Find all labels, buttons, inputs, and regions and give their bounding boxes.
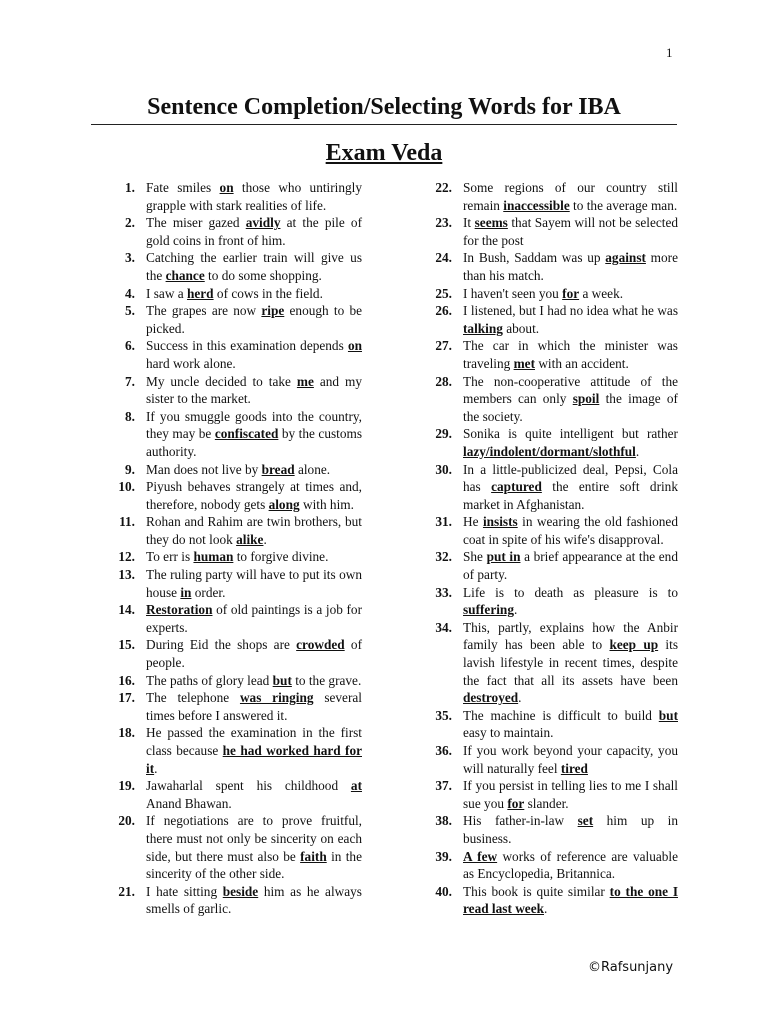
list-item xyxy=(412,214,678,249)
sentence-text: Some regions of our country still remain xyxy=(463,180,678,213)
sentence-text: The paths of glory lead xyxy=(146,672,273,688)
item-sentence xyxy=(463,777,678,812)
item-number: 10. xyxy=(118,479,135,495)
list-item xyxy=(412,179,678,214)
sentence-text: alone. xyxy=(294,461,331,477)
list-item xyxy=(95,689,362,724)
list-item xyxy=(412,883,678,918)
answer-word: for xyxy=(507,795,525,811)
sentence-text: In a little-publicized deal, Pepsi, Cola has xyxy=(463,461,678,495)
item-number: 29. xyxy=(435,426,452,442)
item-sentence xyxy=(463,812,678,847)
item-number: 33. xyxy=(435,584,452,600)
item-sentence xyxy=(463,214,678,249)
sentence-text: To err is xyxy=(146,549,194,565)
sentence-text: Life is to death as pleasure is to xyxy=(463,584,678,600)
item-number: 18. xyxy=(118,725,135,741)
item-number: 37. xyxy=(435,778,452,794)
answer-word: for xyxy=(562,285,580,301)
answer-word: talking xyxy=(463,320,503,336)
sentence-text: The telephone xyxy=(146,690,240,706)
list-item xyxy=(95,777,362,812)
sentence-text: . xyxy=(635,443,640,459)
item-number: 5. xyxy=(125,303,135,319)
sentence-text: If you persist in telling lies to me I shall sue you xyxy=(463,778,678,811)
sentence-text: It xyxy=(463,215,475,231)
sentence-text: The miser gazed xyxy=(146,215,246,231)
answer-word: faith xyxy=(300,848,327,864)
answer-word: was ringing xyxy=(239,690,314,706)
item-sentence xyxy=(463,373,678,426)
answer-word: against xyxy=(605,250,646,266)
sentence-text: Man does not live by xyxy=(146,461,262,477)
item-number: 17. xyxy=(118,690,135,706)
list-item xyxy=(95,373,362,408)
item-sentence xyxy=(146,636,362,671)
sentence-text: This book is quite similar xyxy=(463,883,610,899)
item-number: 8. xyxy=(125,408,135,424)
sentence-text: enough to be picked. xyxy=(146,303,362,336)
sentence-text: more than his match. xyxy=(463,250,678,283)
sentence-text: to the average man. xyxy=(569,197,678,213)
sentence-text: its lavish lifestyle in recent times, despite the fact that all its assets have been xyxy=(463,637,678,688)
answer-word: seems xyxy=(474,215,508,231)
sentence-text: to forgive divine. xyxy=(233,549,329,565)
item-sentence xyxy=(146,513,362,548)
item-sentence xyxy=(146,249,362,284)
sentence-text: about. xyxy=(502,320,540,336)
item-number: 11. xyxy=(119,514,135,530)
item-sentence xyxy=(146,601,362,636)
answer-word: A few xyxy=(463,848,498,864)
item-sentence xyxy=(146,812,362,882)
list-item xyxy=(95,478,362,513)
item-sentence xyxy=(146,408,362,461)
list-item xyxy=(412,848,678,883)
sentence-text: . xyxy=(513,602,518,618)
sentence-text: I saw a xyxy=(146,285,187,301)
sentence-text: . xyxy=(263,531,267,547)
answer-word: ripe xyxy=(261,303,285,319)
sentence-text: If negotiations are to prove fruitful, there must not only be sincerity on each side, but there must also be xyxy=(146,813,362,864)
sentence-text: a week. xyxy=(579,285,624,301)
list-item xyxy=(95,883,362,918)
footer-credit: ©Rafsunjany xyxy=(588,960,674,975)
sentence-text: I haven't seen you xyxy=(463,285,563,301)
answer-word: but xyxy=(658,707,678,723)
item-sentence xyxy=(463,179,678,214)
list-item xyxy=(412,373,678,426)
answer-word: in xyxy=(180,584,192,600)
sentence-text: hard work alone. xyxy=(146,355,236,371)
sentence-text: Jawaharlal spent his childhood xyxy=(146,778,351,794)
list-item xyxy=(95,285,362,303)
item-number: 27. xyxy=(435,338,452,354)
sentence-text: those who untiringly grapple with stark realities of life. xyxy=(146,180,362,213)
sentence-text: This, partly, explains how the Anbir family has been able to xyxy=(463,619,678,653)
sentence-text: Sonika is quite intelligent but rather xyxy=(463,426,678,442)
item-sentence xyxy=(146,461,362,479)
item-sentence xyxy=(463,425,678,460)
list-item xyxy=(95,249,362,284)
list-item xyxy=(95,672,362,690)
answer-word: Restoration xyxy=(146,602,213,618)
item-sentence xyxy=(146,548,362,566)
answer-word: bread xyxy=(261,461,295,477)
item-number: 14. xyxy=(118,602,135,618)
item-sentence xyxy=(146,777,362,812)
answer-word: beside xyxy=(222,883,259,899)
sentence-text: The non-cooperative attitude of the members can only xyxy=(463,373,678,407)
sentence-text: in the sincerity of the other side. xyxy=(146,848,362,882)
item-number: 6. xyxy=(125,338,135,354)
answer-word: crowded xyxy=(296,637,345,653)
list-item xyxy=(412,742,678,777)
item-sentence xyxy=(463,548,678,583)
item-number: 35. xyxy=(435,707,452,723)
page-subtitle: Exam Veda xyxy=(325,140,443,166)
sentence-text: In Bush, Saddam was up xyxy=(463,250,606,266)
page-title: Sentence Completion/Selecting Words for IBA xyxy=(147,94,621,120)
sentence-text: My uncle decided to take xyxy=(146,373,297,389)
sentence-text: He passed the examination in the first class because xyxy=(146,725,362,758)
answer-word: keep up xyxy=(609,637,659,653)
list-item xyxy=(412,337,678,372)
answer-word: at xyxy=(350,778,362,794)
list-item xyxy=(412,302,678,337)
item-number: 32. xyxy=(435,549,452,565)
answer-word: along xyxy=(268,496,300,512)
list-item xyxy=(412,285,678,303)
sentence-text: a brief appearance at the end of party. xyxy=(463,549,678,583)
list-item xyxy=(412,584,678,619)
sentence-text: of people. xyxy=(146,637,362,671)
answer-word: but xyxy=(272,672,292,688)
sentence-text: that Sayem will not be selected for the post xyxy=(463,215,678,248)
item-sentence xyxy=(146,214,362,249)
page-number: 1 xyxy=(666,45,673,60)
sentence-text: the entire soft drink market in Afghanistan. xyxy=(463,479,678,512)
list-item xyxy=(412,777,678,812)
right-column xyxy=(412,179,678,918)
item-number: 15. xyxy=(118,637,135,653)
item-number: 20. xyxy=(118,813,135,829)
item-number: 3. xyxy=(125,250,135,266)
item-number: 26. xyxy=(435,303,452,319)
sentence-text: Catching the earlier train will give us the xyxy=(146,250,362,283)
item-sentence xyxy=(463,302,678,337)
item-sentence xyxy=(146,373,362,408)
item-number: 40. xyxy=(435,883,452,899)
item-number: 23. xyxy=(435,215,452,231)
item-sentence xyxy=(463,848,678,883)
answer-word: confiscated xyxy=(214,426,279,442)
item-number: 24. xyxy=(435,250,452,266)
sentence-text: I listened, but I had no idea what he was xyxy=(463,303,678,319)
item-number: 31. xyxy=(435,514,452,530)
sentence-text: order. xyxy=(191,584,226,600)
sentence-text: . xyxy=(544,901,548,917)
list-item xyxy=(95,548,362,566)
item-sentence xyxy=(146,883,362,918)
sentence-text: him as he always smells of garlic. xyxy=(146,883,362,917)
sentence-text: of old paintings is a job for experts. xyxy=(146,602,362,635)
list-item xyxy=(95,566,362,601)
list-item xyxy=(95,408,362,461)
sentence-text: I hate sitting xyxy=(146,883,223,899)
item-sentence xyxy=(146,724,362,777)
item-sentence xyxy=(146,337,362,372)
answer-word: to the one I read last week xyxy=(463,883,678,917)
sentence-text: to do some shopping. xyxy=(204,267,322,283)
item-number: 4. xyxy=(125,285,135,301)
item-number: 16. xyxy=(118,672,135,688)
item-sentence xyxy=(463,337,678,372)
sentence-text: him up in business. xyxy=(463,813,678,846)
item-number: 1. xyxy=(125,180,135,195)
item-sentence xyxy=(146,478,362,513)
item-sentence xyxy=(146,672,362,690)
sentence-text: If you work beyond your capacity, you will naturally feel xyxy=(463,743,678,776)
sentence-text: Rohan and Rahim are twin brothers, but they do not look xyxy=(146,514,362,547)
title-divider xyxy=(91,124,677,125)
item-sentence xyxy=(146,689,362,724)
sentence-text: easy to maintain. xyxy=(463,725,554,741)
list-item xyxy=(95,513,362,548)
answer-word: lazy/indolent/dormant/slothful xyxy=(463,443,636,459)
item-number: 28. xyxy=(435,373,452,389)
item-sentence xyxy=(463,619,678,707)
item-number: 13. xyxy=(118,567,135,583)
sentence-text: at the pile of gold coins in front of him. xyxy=(146,215,362,248)
item-number: 19. xyxy=(118,778,135,794)
list-item xyxy=(95,461,362,479)
answer-word: inaccessible xyxy=(503,197,570,213)
sentence-text: and my sister to the market. xyxy=(146,373,362,407)
item-number: 9. xyxy=(125,461,135,477)
list-item xyxy=(95,214,362,249)
sentence-text: If you smuggle goods into the country, they may be xyxy=(146,408,362,442)
list-item xyxy=(412,425,678,460)
list-item xyxy=(95,724,362,777)
sentence-text: Success in this examination depends xyxy=(146,338,348,354)
list-item xyxy=(412,249,678,284)
sentence-text: . xyxy=(518,690,522,706)
sentence-text: with him. xyxy=(299,496,354,512)
sentence-text: Anand Bhawan. xyxy=(146,795,232,811)
item-sentence xyxy=(463,513,678,548)
sentence-text: several times before I answered it. xyxy=(146,690,362,723)
sentence-text: by the customs authority. xyxy=(146,426,362,459)
answer-word: human xyxy=(193,549,234,565)
sentence-text: The machine is difficult to build xyxy=(463,707,659,723)
item-number: 22. xyxy=(435,180,452,195)
sentence-text: Fate smiles xyxy=(146,180,220,195)
sentence-text: The car in which the minister was traveling xyxy=(463,338,678,371)
item-sentence xyxy=(463,584,678,619)
list-item xyxy=(412,707,678,742)
list-item xyxy=(412,513,678,548)
answer-word: he had worked hard for it xyxy=(146,743,362,776)
sentence-text: The ruling party will have to put its own house xyxy=(146,567,362,600)
sentence-text: the image of the society. xyxy=(463,391,678,424)
item-number: 7. xyxy=(125,373,135,389)
sentence-text: to the grave. xyxy=(291,672,362,688)
list-item xyxy=(412,812,678,847)
item-sentence xyxy=(463,285,678,303)
answer-word: me xyxy=(296,373,314,389)
answer-word: insists xyxy=(482,514,518,530)
list-item xyxy=(95,636,362,671)
item-number: 39. xyxy=(435,848,452,864)
answer-word: met xyxy=(513,355,535,371)
list-item xyxy=(95,601,362,636)
list-item xyxy=(95,179,362,214)
answer-word: suffering xyxy=(463,602,514,618)
item-sentence xyxy=(463,249,678,284)
item-number: 21. xyxy=(118,883,135,899)
answer-word: put in xyxy=(486,549,521,565)
item-number: 2. xyxy=(125,215,135,231)
list-item xyxy=(95,337,362,372)
list-item xyxy=(95,302,362,337)
sentence-text: His father-in-law xyxy=(463,813,578,829)
item-sentence xyxy=(146,285,362,303)
item-sentence xyxy=(146,179,362,214)
item-number: 36. xyxy=(435,743,452,758)
answer-word: alike xyxy=(236,531,264,547)
left-column xyxy=(95,179,362,918)
list-item xyxy=(412,619,678,707)
answer-word: captured xyxy=(491,479,542,495)
item-sentence xyxy=(146,302,362,337)
answer-word: destroyed xyxy=(463,690,519,706)
sentence-text: with an accident. xyxy=(535,355,629,371)
sentence-text: He xyxy=(463,514,483,530)
answer-word: on xyxy=(347,338,362,354)
item-sentence xyxy=(463,461,678,514)
answer-word: herd xyxy=(186,285,214,301)
sentence-text: of cows in the field. xyxy=(213,285,323,301)
sentence-text: Piyush behaves strangely at times and, therefore, nobody gets xyxy=(146,479,362,512)
answer-word: chance xyxy=(165,267,205,283)
sentence-text: works of reference are valuable as Encyclopedia, Britannica. xyxy=(463,848,678,882)
item-sentence xyxy=(146,566,362,601)
sentence-text: She xyxy=(463,549,487,565)
answer-word: avidly xyxy=(245,215,281,231)
sentence-text: slander. xyxy=(524,795,569,811)
item-sentence xyxy=(463,742,678,777)
item-number: 12. xyxy=(118,549,135,565)
item-sentence xyxy=(463,707,678,742)
item-sentence xyxy=(463,883,678,918)
sentence-text: The grapes are now xyxy=(146,303,262,319)
list-item xyxy=(95,812,362,882)
list-item xyxy=(412,461,678,514)
list-item xyxy=(412,548,678,583)
answer-word: set xyxy=(577,813,594,829)
item-number: 34. xyxy=(435,619,452,635)
answer-word: on xyxy=(219,180,234,195)
sentence-text: in wearing the old fashioned coat in spite of his wife's disapproval. xyxy=(463,514,678,547)
item-number: 38. xyxy=(435,813,452,829)
item-number: 30. xyxy=(435,461,452,477)
item-number: 25. xyxy=(435,285,452,301)
sentence-text: . xyxy=(154,760,158,776)
sentence-text: During Eid the shops are xyxy=(146,637,297,653)
answer-word: spoil xyxy=(572,391,600,407)
answer-word: tired xyxy=(560,760,588,776)
